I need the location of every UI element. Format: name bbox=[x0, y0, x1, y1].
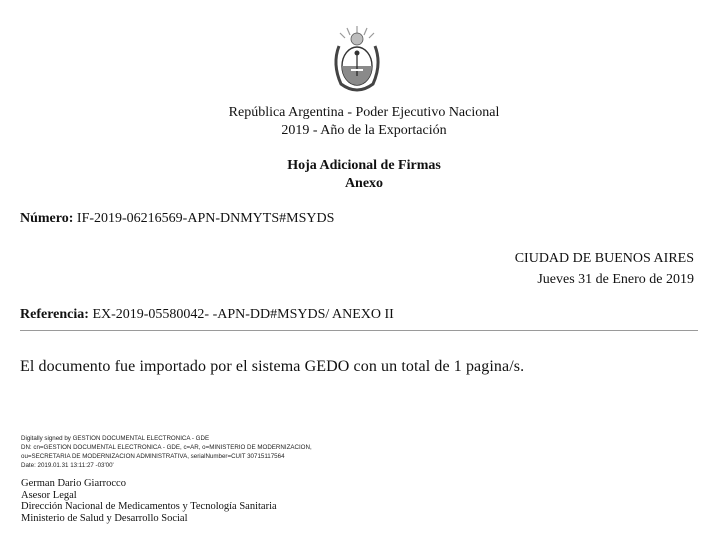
year-motto: 2019 - Año de la Exportación bbox=[281, 123, 447, 138]
signer-name: German Dario Giarrocco bbox=[21, 478, 126, 489]
signer-position: Asesor Legal bbox=[21, 489, 77, 501]
issuer-header bbox=[0, 104, 722, 140]
document-number-value: IF-2019-06216569-APN-DNMYTS#MSYDS bbox=[76, 211, 335, 226]
document-title bbox=[0, 157, 722, 193]
digital-signature-line: Digitally signed by GESTION DOCUMENTAL ELECTRONICA - GDE bbox=[21, 435, 210, 442]
place-date-block bbox=[515, 248, 694, 290]
document-number bbox=[20, 211, 334, 227]
digital-signature-line: ou=SECRETARIA DE MODERNIZACION ADMINISTRATIVA, serialNumber=CUIT 30715117564 bbox=[21, 453, 285, 460]
document-number-label: Número: bbox=[20, 211, 74, 226]
reference bbox=[20, 307, 394, 323]
digital-signature-line: DN: cn=GESTION DOCUMENTAL ELECTRONICA - GDE, c=AR, o=MINISTERIO DE MODERNIZACION, bbox=[21, 444, 312, 451]
reference-label: Referencia: bbox=[20, 307, 89, 322]
signer-block bbox=[21, 478, 277, 524]
document-title-line2: Anexo bbox=[344, 176, 384, 191]
body-text: El documento fue importado por el sistema GEDO con un total de 1 pagina/s. bbox=[20, 358, 525, 375]
city: CIUDAD DE BUENOS AIRES bbox=[514, 251, 694, 266]
date: Jueves 31 de Enero de 2019 bbox=[537, 272, 694, 287]
reference-value: EX-2019-05580042- -APN-DD#MSYDS/ ANEXO II bbox=[92, 307, 394, 322]
signer-ministry: Ministerio de Salud y Desarrollo Social bbox=[21, 512, 188, 524]
signer-office: Dirección Nacional de Medicamentos y Tecnología Sanitaria bbox=[21, 501, 277, 512]
issuer-name: República Argentina - Poder Ejecutivo Nacional bbox=[228, 105, 500, 120]
document-title-line1: Hoja Adicional de Firmas bbox=[287, 158, 441, 173]
divider bbox=[20, 330, 698, 331]
argentina-coat-of-arms-icon bbox=[329, 24, 385, 94]
digital-signature-line: Date: 2019.01.31 13:11:27 -03'00' bbox=[21, 462, 114, 469]
digital-signature-block bbox=[21, 434, 312, 470]
